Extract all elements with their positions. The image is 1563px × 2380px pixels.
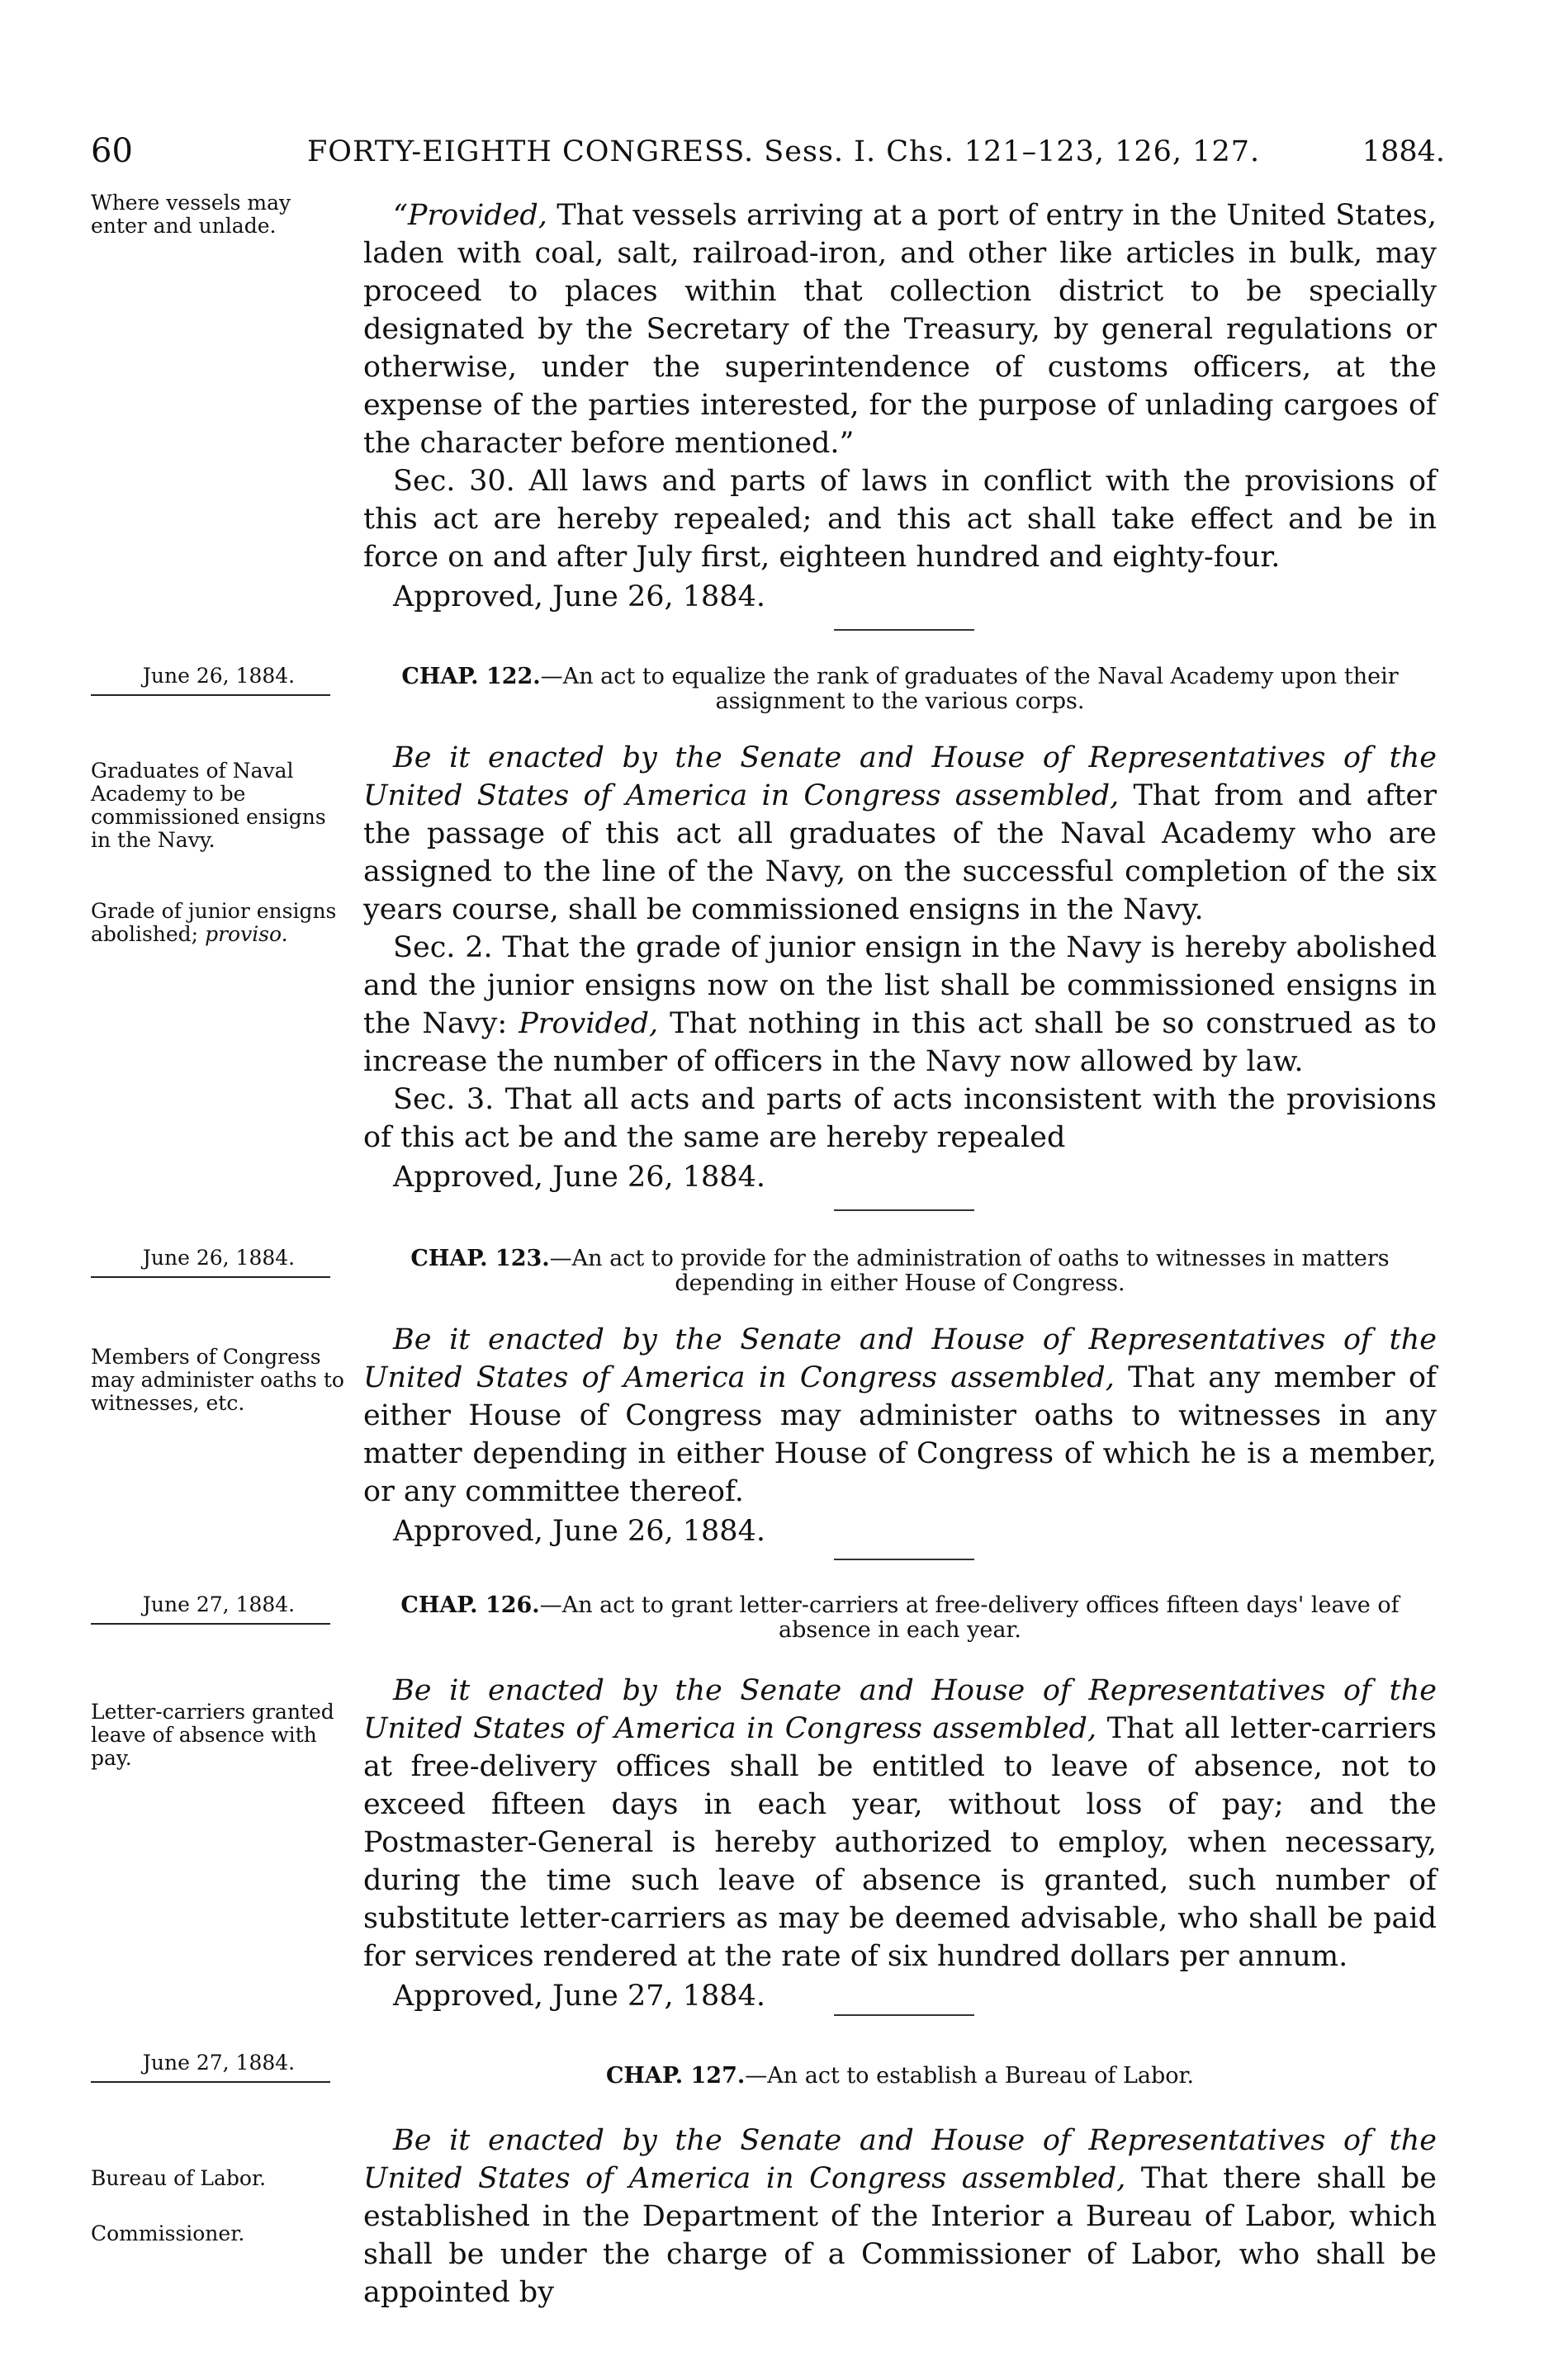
margin-note-members: Members of Congress may administer oaths to witnesses, etc.	[91, 1345, 344, 1415]
enacting-clause: Be it enacted by the Senate and House of Representatives of the United States of America in Congress assembled,	[363, 741, 1437, 812]
chap122-section-2	[363, 929, 1437, 1081]
approved-line-126: Approved, June 27, 1884.	[393, 1980, 765, 2013]
chap123-title: —An act to provide for the administration of oaths to witnesses in matters depending in either House of Congress.	[549, 1246, 1390, 1296]
chap126-text: That all letter-carriers at free-delivery offices shall be entitled to leave of absence, not to exceed fifteen days in each year, without loss of pay; and the Postmaster-General is hereby authorized to employ, when necessary, during the time such leave of absence is granted, such number of substitute letter-carriers as may be deemed advisable, who shall be paid for services rendered at the rate of six hundred dollars per annum.	[363, 1712, 1437, 1973]
separator-rule	[834, 2014, 974, 2016]
date-rule	[91, 694, 330, 696]
chap126-title: —An act to grant letter-carriers at free-delivery offices fifteen days' leave of absence in each year.	[539, 1592, 1400, 1643]
chap122-section-3: Sec. 3. That all acts and parts of acts inconsistent with the provisions of this act be and the same are hereby repealed	[363, 1083, 1437, 1154]
enacting-clause: Be it enacted by the Senate and House of Representatives of the United States of America in Congress assembled,	[363, 1674, 1437, 1745]
chap122-proviso: Provided,	[519, 1007, 659, 1040]
date-rule	[91, 1623, 330, 1625]
margin-note-graduates: Graduates of Naval Academy to be commissioned ensigns in the Navy.	[91, 759, 326, 852]
chap122-date-text: June 26, 1884.	[142, 664, 296, 688]
margin-note-bureau: Bureau of Labor.	[91, 2166, 267, 2190]
proviso-paragraph	[363, 196, 1437, 462]
chap123-enacting-section	[363, 1321, 1437, 1511]
page-header	[91, 132, 1445, 182]
chap123-date-text: June 26, 1884.	[142, 1246, 296, 1270]
chap126-date	[91, 1593, 347, 1625]
margin-note-proviso: proviso.	[205, 922, 288, 946]
chap123-date	[91, 1247, 347, 1278]
chap122-sec1: That from and after the passage of this act all graduates of the Naval Academy who are assigned to the line of the Navy, on the successful completion of the six years course, shall be commissioned ensigns in the Navy.	[363, 779, 1437, 926]
proviso-word: “Provided,	[393, 199, 547, 232]
chap123-text: That any member of either House of Congress may administer oaths to witnesses in any matter depending in either House of Congress of which he is a member, or any committee thereof.	[363, 1361, 1437, 1508]
chap127-heading	[363, 2064, 1437, 2089]
page-number: 60	[91, 132, 133, 170]
header-year: 1884.	[1362, 135, 1445, 168]
chap123-body	[363, 1321, 1437, 1550]
chap122-title: —An act to equalize the rank of graduates of the Naval Academy upon their assignment to the various corps.	[540, 664, 1399, 714]
chap122-heading	[363, 665, 1437, 714]
margin-note-letter-carriers: Letter-carriers granted leave of absence with pay.	[91, 1700, 334, 1770]
chap122-body	[363, 739, 1437, 1196]
chap127-label: CHAP. 127.	[605, 2063, 746, 2089]
chap123-heading	[363, 1247, 1437, 1296]
separator-rule	[834, 1209, 974, 1211]
section-30: Sec. 30. All laws and parts of laws in conflict with the provisions of this act are hereby repealed; and this act shall take effect and be in force on and after July first, eighteen hundred and eighty-four.	[363, 465, 1437, 574]
chap127-enacting-section	[363, 2122, 1437, 2311]
chap126-date-text: June 27, 1884.	[142, 1592, 296, 1616]
chap123-label: CHAP. 123.	[410, 1246, 550, 1271]
chap126-body	[363, 1672, 1437, 2015]
continuation-text	[363, 196, 1437, 616]
chap127-date	[91, 2051, 347, 2083]
separator-rule	[834, 629, 974, 631]
proviso-text: That vessels arriving at a port of entry in the United States, laden with coal, salt, railroad-iron, and other like articles in bulk, may proceed to places within that collection district to be specially designated by the Secretary of the Treasury, by general regulations or otherwise, under the superintendence of customs officers, at the expense of the parties interested, for the purpose of unlading cargoes of the character before mentioned.”	[363, 199, 1437, 460]
date-rule	[91, 1276, 330, 1278]
separator-rule	[834, 1559, 974, 1560]
approved-line-123: Approved, June 26, 1884.	[393, 1515, 765, 1548]
running-head: FORTY-EIGHTH CONGRESS. Sess. I. Chs. 121–123, 126, 127.	[307, 135, 1261, 168]
chap127-body	[363, 2122, 1437, 2311]
chap122-sec2b: That nothing in this act shall be so construed as to increase the number of officers in the Navy now allowed by law.	[363, 1007, 1437, 1078]
chap122-date	[91, 665, 347, 696]
chap122-enacting-section	[363, 739, 1437, 929]
enacting-clause: Be it enacted by the Senate and House of Representatives of the United States of America in Congress assembled,	[363, 2124, 1437, 2195]
chap126-heading	[363, 1593, 1437, 1643]
enacting-clause: Be it enacted by the Senate and House of Representatives of the United States of America in Congress assembled,	[363, 1323, 1437, 1394]
chap127-date-text: June 27, 1884.	[142, 2051, 296, 2075]
chap126-enacting-section	[363, 1672, 1437, 1975]
date-rule	[91, 2081, 330, 2083]
approved-line-121: Approved, June 26, 1884.	[393, 580, 765, 613]
chap127-title: —An act to establish a Bureau of Labor.	[745, 2063, 1195, 2089]
margin-note-junior-text: Grade of junior ensigns abolished;	[91, 899, 337, 946]
margin-note-commissioner: Commissioner.	[91, 2221, 245, 2245]
chap126-label: CHAP. 126.	[400, 1592, 540, 1618]
margin-note-junior-ensigns	[91, 900, 347, 946]
chap122-label: CHAP. 122.	[401, 664, 541, 689]
margin-note-vessels: Where vessels may enter and unlade.	[91, 191, 291, 238]
chap127-text: That there shall be established in the Department of the Interior a Bureau of Labor, which shall be under the charge of a Commissioner of Labor, who shall be appointed by	[363, 2162, 1437, 2309]
approved-line-122: Approved, June 26, 1884.	[393, 1161, 765, 1194]
chap122-sec2a: Sec. 2. That the grade of junior ensign in the Navy is hereby abolished and the junior ensigns now on the list shall be commissioned ensigns in the Navy:	[363, 931, 1437, 1040]
